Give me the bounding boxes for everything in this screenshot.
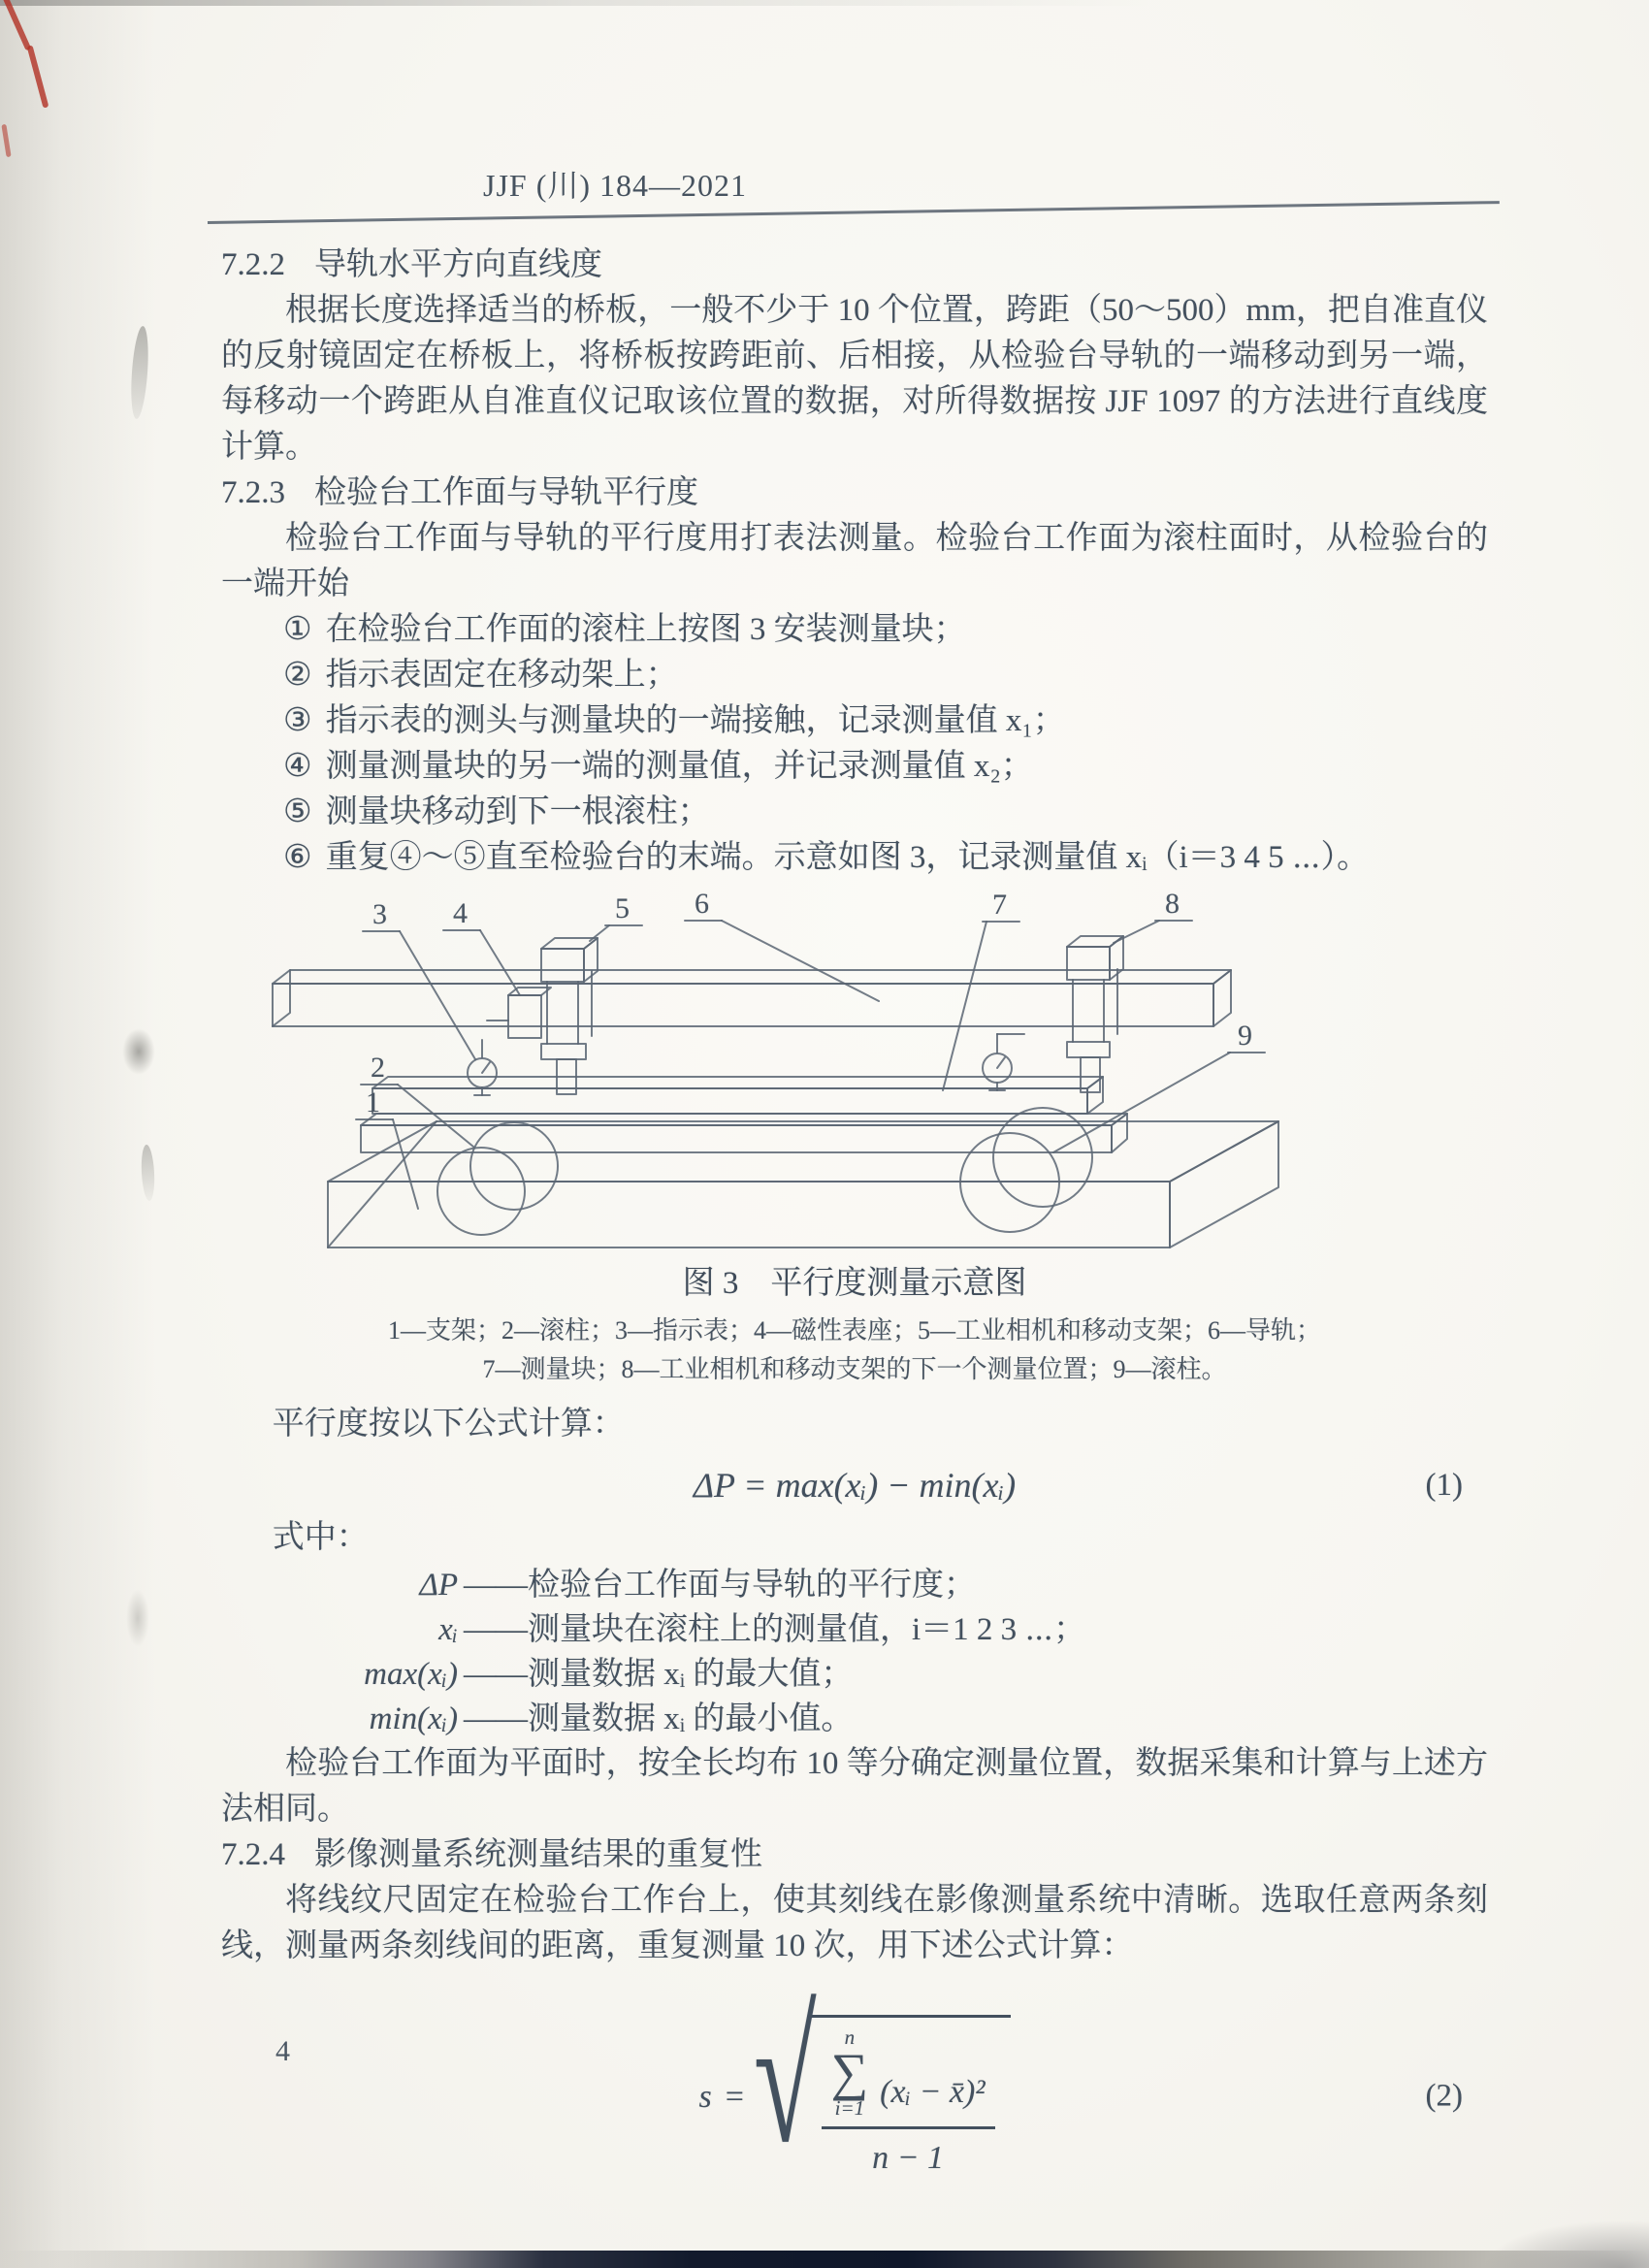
where-label: 式中： (272, 1520, 369, 1555)
paragraph-7-2-2: 根据长度选择适当的桥板，一般不少于 10 个位置，跨距（50～500）mm，把自准直仪的反射镜固定在桥板上，将桥板按跨距前、后相接，从检验台导轨的一端移动到另一端，每移动一个跨距从自准直仪记取该位置的数据，对所得数据按 JJF 1097 的方法进行直线度计算。 (221, 293, 1488, 465)
radical-sign: √ (753, 1975, 817, 2183)
measurement-step (221, 698, 1488, 744)
figure-callout-7: 7 (992, 889, 1007, 921)
formula-2-equals: = (725, 2078, 744, 2115)
figure-callout-3: 3 (372, 898, 387, 930)
top-edge-scan-shadow (0, 0, 1649, 6)
section-title: 导轨水平方向直线度 (314, 247, 602, 282)
section-title: 影像测量系统测量结果的重复性 (314, 1837, 762, 1872)
step-marker: ⑥ (283, 840, 312, 875)
radicand (810, 2015, 1011, 2180)
left-edge-scan-shadow (0, 0, 155, 2268)
paragraph-7-2-4: 将线纹尺固定在检验台工作台上，使其刻线在影像测量系统中清晰。选取任意两条刻线，测量两条刻线间的距离，重复测量 10 次，用下述公式计算： (221, 1883, 1488, 1963)
formula-1 (221, 1455, 1488, 1515)
definition-row (221, 1697, 1488, 1741)
measurement-step (221, 744, 1488, 790)
section-heading-7-2-2 (221, 243, 1488, 288)
section-number: 7.2.2 (221, 247, 285, 282)
closing-paragraph: 检验台工作面为平面时，按全长均布 10 等分确定测量位置，数据采集和计算与上述方法相同。 (221, 1746, 1488, 1827)
definition-row (221, 1563, 1488, 1607)
section-number: 7.2.4 (221, 1837, 285, 1872)
step-text: 指示表的测头与测量块的一端接触，记录测量值 x₁； (325, 703, 1065, 738)
page-content (221, 243, 1488, 2198)
step-marker: ⑤ (283, 794, 312, 829)
squared-deviation: (xᵢ − x̄)² (880, 2073, 986, 2110)
measurement-step (221, 653, 1488, 698)
section-heading-7-2-4 (221, 1832, 1488, 1878)
figure-callout-5: 5 (615, 892, 630, 924)
step-text: 重复④～⑤直至检验台的末端。示意如图 3，记录测量值 xᵢ（i＝3 4 5 ⋯）。 (325, 840, 1370, 875)
sum-symbol: ∑ (830, 2043, 869, 2102)
figure-callout-8: 8 (1165, 889, 1180, 920)
measurement-step (221, 790, 1488, 835)
figure-3 (221, 889, 1488, 1390)
step-text: 指示表固定在移动架上； (325, 658, 678, 693)
step-text: 测量块移动到下一根滚柱； (325, 794, 710, 829)
figure-legend-line2: 7—测量块；8—工业相机和移动支架的下一个测量位置；9—滚柱。 (482, 1355, 1227, 1383)
corner-scan-smudge (1465, 2214, 1649, 2268)
numerator (822, 2027, 995, 2125)
figure-callout-2: 2 (371, 1052, 385, 1084)
step-marker: ① (283, 612, 312, 647)
definition-desc: ——测量数据 xᵢ 的最小值。 (464, 1701, 854, 1736)
figure-callout-6: 6 (695, 889, 709, 920)
scan-smudge (122, 1028, 155, 1075)
figure-3-diagram (258, 889, 1296, 1267)
denominator: n − 1 (822, 2126, 995, 2181)
formula-1-lead: 平行度按以下公式计算： (272, 1407, 625, 1442)
formula-1-expression: ΔP = max(xᵢ) − min(xᵢ) (693, 1466, 1017, 1505)
definition-desc: ——测量数据 xᵢ 的最大值； (464, 1657, 854, 1692)
step-marker: ② (283, 658, 312, 693)
formula-1-number: (1) (1425, 1468, 1463, 1503)
figure-callout-4: 4 (453, 897, 468, 929)
header-rule (208, 201, 1500, 224)
step-text: 测量测量块的另一端的测量值，并记录测量值 x₂； (325, 749, 1033, 784)
measurement-step (221, 607, 1488, 653)
section-heading-7-2-3 (221, 470, 1488, 516)
step-text: 在检验台工作面的滚柱上按图 3 安装测量块； (325, 612, 966, 647)
figure-callout-9: 9 (1238, 1020, 1252, 1052)
definition-desc: ——测量块在滚柱上的测量值，i＝1 2 3 ⋯； (464, 1612, 1086, 1647)
figure-callout-1: 1 (366, 1086, 380, 1118)
square-root (753, 1975, 1011, 2183)
definition-row (221, 1607, 1488, 1652)
section-number: 7.2.3 (221, 475, 285, 510)
definition-term: ΔP (419, 1568, 458, 1603)
step-marker: ③ (283, 703, 312, 738)
page-number: 4 (275, 2035, 290, 2067)
formula-2-lhs: s (698, 2078, 712, 2115)
bottom-scan-band (0, 2251, 1649, 2268)
figure-legend-line1: 1—支架；2—滚柱；3—指示表；4—磁性表座；5—工业相机和移动支架；6—导轨； (387, 1316, 1321, 1345)
measurement-step (221, 835, 1488, 881)
formula-2-number: (2) (1425, 2078, 1463, 2114)
paragraph-7-2-3-intro: 检验台工作面与导轨的平行度用打表法测量。检验台工作面为滚柱面时，从检验台的一端开始 (221, 521, 1488, 601)
definition-row (221, 1652, 1488, 1697)
section-title: 检验台工作面与导轨平行度 (314, 475, 698, 510)
fraction (822, 2027, 995, 2180)
definition-term: max(xᵢ) (364, 1657, 458, 1692)
step-marker: ④ (283, 749, 312, 784)
sum-upper-limit: n (844, 2025, 856, 2050)
figure-caption: 图 3 平行度测量示意图 (682, 1266, 1027, 1301)
definition-term: min(xᵢ) (369, 1701, 458, 1736)
scan-smudge (126, 1589, 149, 1647)
formula-2 (221, 1975, 1488, 2198)
symbol-definitions (221, 1563, 1488, 1741)
summation (831, 2027, 869, 2118)
sum-lower-limit: i=1 (834, 2095, 865, 2120)
document-code-header: JJF (川) 184—2021 (483, 168, 748, 203)
definition-desc: ——检验台工作面与导轨的平行度； (464, 1568, 976, 1603)
definition-term: xᵢ (438, 1612, 458, 1647)
measurement-steps-list (221, 607, 1488, 881)
